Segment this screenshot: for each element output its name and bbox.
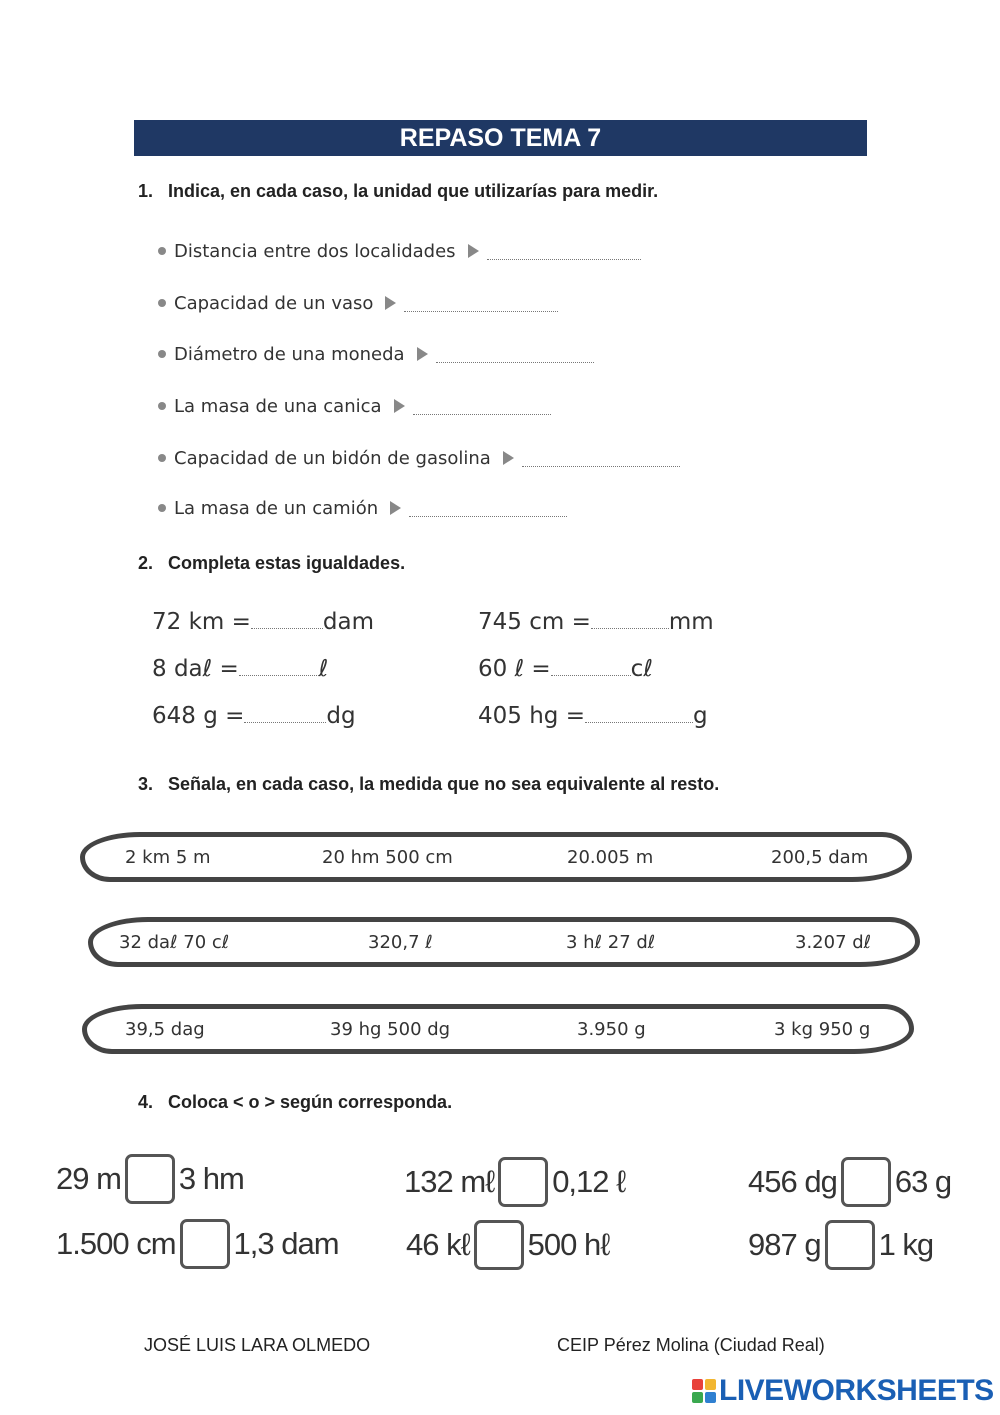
measure-option[interactable]: 320,7 ℓ	[368, 931, 433, 953]
comparison-answer-box[interactable]	[125, 1154, 175, 1204]
equality	[478, 703, 708, 729]
comparison	[404, 1157, 625, 1207]
measure-option[interactable]: 3 hℓ 27 dℓ	[566, 931, 656, 953]
measure-ring	[80, 832, 912, 882]
measure-option[interactable]: 39 hg 500 dg	[330, 1018, 451, 1040]
measure-option[interactable]: 32 daℓ 70 cℓ	[119, 931, 230, 953]
measure-option[interactable]: 2 km 5 m	[125, 846, 211, 868]
question-2-heading	[138, 553, 405, 574]
question-4-number: 4.	[138, 1092, 154, 1112]
comparison-answer-box[interactable]	[474, 1220, 524, 1270]
comparison-answer-box[interactable]	[825, 1220, 875, 1270]
brand-name: LIVEWORKSHEETS	[719, 1374, 994, 1407]
q1-item	[158, 443, 680, 473]
footer-school: CEIP Pérez Molina (Ciudad Real)	[557, 1335, 825, 1355]
equality-unit: ℓ	[318, 656, 329, 682]
question-4-heading	[138, 1092, 452, 1113]
measure-ring	[82, 1004, 914, 1054]
equality	[478, 656, 653, 682]
comparison-left: 1.500 cm	[56, 1226, 176, 1261]
comparison-answer-box[interactable]	[841, 1157, 891, 1207]
measure-option[interactable]: 3 kg 950 g	[774, 1018, 871, 1040]
measure-option[interactable]: 200,5 dam	[771, 846, 869, 868]
answer-blank[interactable]	[404, 294, 558, 312]
equality-left: 648 g =	[152, 703, 245, 729]
comparison-answer-box[interactable]	[498, 1157, 548, 1207]
q1-item-label: Capacidad de un vaso	[174, 292, 374, 314]
comparison-left: 132 mℓ	[404, 1164, 495, 1199]
equality	[478, 609, 714, 635]
comparison-right: 0,12 ℓ	[552, 1164, 626, 1199]
question-4-text: Coloca < o > según corresponda.	[168, 1092, 453, 1112]
comparison	[56, 1154, 244, 1204]
comparison-right: 3 hm	[178, 1161, 244, 1196]
question-1-text: Indica, en cada caso, la unidad que utilizarías para medir.	[168, 181, 659, 201]
equality-blank[interactable]	[239, 656, 319, 676]
question-3-number: 3.	[138, 774, 154, 794]
equality-unit: g	[692, 703, 708, 729]
equality-left: 8 daℓ =	[152, 656, 239, 682]
equality-left: 745 cm =	[478, 609, 591, 635]
logo-square	[705, 1392, 716, 1403]
bullet-icon	[158, 454, 166, 462]
q1-item-label: La masa de un camión	[174, 497, 379, 519]
question-3-text: Señala, en cada caso, la medida que no sea equivalente al resto.	[168, 774, 720, 794]
question-2-number: 2.	[138, 553, 154, 573]
question-1-number: 1.	[138, 181, 154, 201]
triangle-arrow-icon	[390, 501, 401, 515]
answer-blank[interactable]	[436, 345, 594, 363]
equality-blank[interactable]	[551, 656, 631, 676]
comparison-answer-box[interactable]	[180, 1219, 230, 1269]
triangle-arrow-icon	[385, 296, 396, 310]
q1-item-label: Diámetro de una moneda	[174, 343, 405, 365]
triangle-arrow-icon	[417, 347, 428, 361]
comparison	[406, 1220, 609, 1270]
equality-unit: dg	[326, 703, 356, 729]
comparison	[748, 1157, 951, 1207]
equality-left: 60 ℓ =	[478, 656, 551, 682]
q1-item-label: La masa de una canica	[174, 395, 382, 417]
page-title: REPASO TEMA 7	[134, 120, 867, 156]
equality	[152, 656, 328, 682]
comparison-left: 987 g	[748, 1227, 821, 1262]
measure-option[interactable]: 3.207 dℓ	[795, 931, 872, 953]
equality-blank[interactable]	[585, 703, 693, 723]
answer-blank[interactable]	[487, 242, 641, 260]
question-1-heading	[138, 181, 658, 202]
comparison-right: 1,3 dam	[233, 1226, 339, 1261]
liveworksheets-brand[interactable]	[692, 1374, 994, 1408]
comparison	[56, 1219, 339, 1269]
question-2-text: Completa estas igualdades.	[168, 553, 406, 573]
equality	[152, 703, 356, 729]
equality-blank[interactable]	[251, 609, 323, 629]
equality	[152, 609, 374, 635]
comparison-right: 500 hℓ	[527, 1227, 610, 1262]
equality-unit: cℓ	[630, 656, 653, 682]
bullet-icon	[158, 247, 166, 255]
measure-option[interactable]: 3.950 g	[577, 1018, 646, 1040]
q1-item	[158, 493, 567, 523]
equality-unit: mm	[668, 609, 714, 635]
bullet-icon	[158, 402, 166, 410]
answer-blank[interactable]	[413, 397, 551, 415]
equality-blank[interactable]	[244, 703, 326, 723]
q1-item	[158, 288, 558, 318]
comparison-right: 1 kg	[878, 1227, 934, 1262]
equality-blank[interactable]	[591, 609, 669, 629]
q1-item-label: Distancia entre dos localidades	[174, 240, 456, 262]
answer-blank[interactable]	[522, 449, 680, 467]
measure-option[interactable]: 20.005 m	[567, 846, 654, 868]
logo-square	[692, 1392, 703, 1403]
triangle-arrow-icon	[394, 399, 405, 413]
measure-option[interactable]: 20 hm 500 cm	[322, 846, 453, 868]
logo-square	[692, 1379, 703, 1390]
logo-square	[705, 1379, 716, 1390]
equality-unit: dam	[322, 609, 374, 635]
triangle-arrow-icon	[468, 244, 479, 258]
liveworksheets-logo-icon	[692, 1379, 716, 1403]
bullet-icon	[158, 350, 166, 358]
comparison-left: 46 kℓ	[406, 1227, 470, 1262]
q1-item	[158, 391, 551, 421]
measure-option[interactable]: 39,5 dag	[125, 1018, 205, 1040]
q1-item-label: Capacidad de un bidón de gasolina	[174, 447, 491, 469]
bullet-icon	[158, 299, 166, 307]
answer-blank[interactable]	[409, 499, 567, 517]
comparison-right: 63 g	[894, 1164, 952, 1199]
equality-left: 72 km =	[152, 609, 251, 635]
equality-left: 405 hg =	[478, 703, 585, 729]
question-3-heading	[138, 774, 719, 795]
comparison-left: 456 dg	[748, 1164, 837, 1199]
triangle-arrow-icon	[503, 451, 514, 465]
bullet-icon	[158, 504, 166, 512]
q1-item	[158, 339, 594, 369]
footer-author: JOSÉ LUIS LARA OLMEDO	[144, 1335, 371, 1355]
comparison	[748, 1220, 933, 1270]
comparison-left: 29 m	[56, 1161, 121, 1196]
measure-ring	[88, 917, 920, 967]
q1-item	[158, 236, 641, 266]
